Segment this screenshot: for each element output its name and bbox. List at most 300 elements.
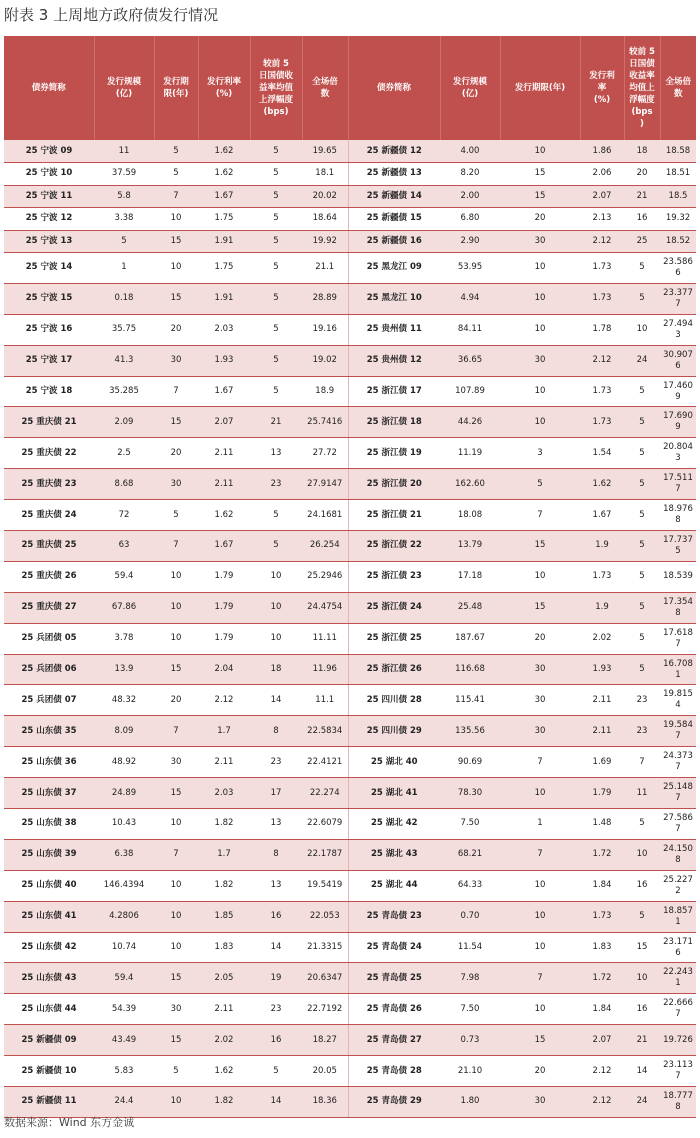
table-row bbox=[4, 407, 696, 438]
cell-bond-name: 25 新疆债 10 bbox=[4, 1056, 94, 1087]
cell-bond-name: 25 宁波 15 bbox=[4, 283, 94, 314]
cell-issue-size: 67.86 bbox=[94, 592, 154, 623]
cell-term: 30 bbox=[154, 345, 198, 376]
cell-term-right: 10 bbox=[500, 932, 580, 963]
cell-spread-right: 16 bbox=[624, 994, 660, 1025]
cell-term-right: 1 bbox=[500, 809, 580, 840]
cell-issue-size-right: 53.95 bbox=[440, 253, 500, 284]
cell-coupon-rate-right: 2.12 bbox=[580, 1087, 624, 1118]
cell-term-right: 30 bbox=[500, 345, 580, 376]
cell-coupon-rate-right: 1.86 bbox=[580, 140, 624, 163]
table-row bbox=[4, 314, 696, 345]
cell-term: 7 bbox=[154, 185, 198, 208]
cell-coupon-rate-right: 1.9 bbox=[580, 531, 624, 562]
cell-spread-right: 7 bbox=[624, 747, 660, 778]
cell-bid-cover-right: 24.3737 bbox=[660, 747, 696, 778]
cell-issue-size-right: 21.10 bbox=[440, 1056, 500, 1087]
cell-issue-size: 24.4 bbox=[94, 1087, 154, 1118]
cell-spread: 14 bbox=[250, 685, 302, 716]
cell-issue-size: 35.75 bbox=[94, 314, 154, 345]
cell-bond-name-right: 25 浙江债 19 bbox=[348, 438, 440, 469]
cell-bond-name-right: 25 浙江债 21 bbox=[348, 500, 440, 531]
cell-bond-name-right: 25 贵州债 12 bbox=[348, 345, 440, 376]
cell-bond-name-right: 25 青岛债 25 bbox=[348, 963, 440, 994]
cell-coupon-rate: 2.04 bbox=[198, 654, 250, 685]
cell-bond-name-right: 25 四川债 29 bbox=[348, 716, 440, 747]
cell-coupon-rate: 2.07 bbox=[198, 407, 250, 438]
cell-spread-right: 16 bbox=[624, 870, 660, 901]
cell-spread-right: 16 bbox=[624, 208, 660, 231]
cell-issue-size-right: 8.20 bbox=[440, 163, 500, 186]
cell-term: 15 bbox=[154, 283, 198, 314]
cell-spread: 14 bbox=[250, 1087, 302, 1118]
cell-coupon-rate-right: 1.69 bbox=[580, 747, 624, 778]
table-row bbox=[4, 747, 696, 778]
cell-bond-name-right: 25 浙江债 18 bbox=[348, 407, 440, 438]
cell-coupon-rate: 1.91 bbox=[198, 230, 250, 253]
cell-bond-name: 25 山东债 36 bbox=[4, 747, 94, 778]
cell-bid-cover-right: 16.7081 bbox=[660, 654, 696, 685]
cell-bid-cover-right: 24.1508 bbox=[660, 839, 696, 870]
table-row bbox=[4, 376, 696, 407]
cell-term: 10 bbox=[154, 1087, 198, 1118]
cell-spread-right: 5 bbox=[624, 623, 660, 654]
cell-coupon-rate: 1.91 bbox=[198, 283, 250, 314]
cell-bid-cover: 11.96 bbox=[302, 654, 348, 685]
cell-coupon-rate: 1.93 bbox=[198, 345, 250, 376]
table-row bbox=[4, 230, 696, 253]
cell-issue-size: 146.4394 bbox=[94, 870, 154, 901]
cell-bond-name: 25 重庆债 24 bbox=[4, 500, 94, 531]
cell-bond-name: 25 宁波 12 bbox=[4, 208, 94, 231]
cell-bond-name-right: 25 浙江债 24 bbox=[348, 592, 440, 623]
cell-coupon-rate: 1.83 bbox=[198, 932, 250, 963]
header-bid-cover-right: 全场倍 数 bbox=[660, 36, 696, 140]
cell-coupon-rate: 1.85 bbox=[198, 901, 250, 932]
cell-term: 5 bbox=[154, 163, 198, 186]
cell-issue-size-right: 4.00 bbox=[440, 140, 500, 163]
header-coupon-rate-right: 发行利 率 (%) bbox=[580, 36, 624, 140]
header-term: 发行期 限(年) bbox=[154, 36, 198, 140]
table-row bbox=[4, 809, 696, 840]
cell-coupon-rate-right: 1.9 bbox=[580, 592, 624, 623]
cell-bid-cover: 20.02 bbox=[302, 185, 348, 208]
cell-coupon-rate: 1.7 bbox=[198, 839, 250, 870]
cell-term: 20 bbox=[154, 685, 198, 716]
table-row bbox=[4, 932, 696, 963]
cell-term: 30 bbox=[154, 994, 198, 1025]
cell-issue-size: 59.4 bbox=[94, 561, 154, 592]
cell-bid-cover: 22.053 bbox=[302, 901, 348, 932]
cell-coupon-rate-right: 2.12 bbox=[580, 345, 624, 376]
cell-bond-name: 25 重庆债 21 bbox=[4, 407, 94, 438]
cell-bid-cover: 27.72 bbox=[302, 438, 348, 469]
cell-bond-name-right: 25 青岛债 27 bbox=[348, 1025, 440, 1056]
cell-term-right: 10 bbox=[500, 407, 580, 438]
cell-bid-cover: 21.3315 bbox=[302, 932, 348, 963]
cell-bond-name-right: 25 新疆债 13 bbox=[348, 163, 440, 186]
cell-coupon-rate: 2.11 bbox=[198, 438, 250, 469]
cell-bond-name-right: 25 青岛债 29 bbox=[348, 1087, 440, 1118]
cell-bond-name: 25 重庆债 26 bbox=[4, 561, 94, 592]
cell-spread: 5 bbox=[250, 376, 302, 407]
cell-coupon-rate-right: 1.54 bbox=[580, 438, 624, 469]
cell-term-right: 30 bbox=[500, 685, 580, 716]
cell-coupon-rate-right: 1.83 bbox=[580, 932, 624, 963]
cell-spread-right: 11 bbox=[624, 778, 660, 809]
cell-bond-name-right: 25 湖北 43 bbox=[348, 839, 440, 870]
cell-spread-right: 10 bbox=[624, 963, 660, 994]
cell-bid-cover: 21.1 bbox=[302, 253, 348, 284]
cell-issue-size-right: 187.67 bbox=[440, 623, 500, 654]
cell-term-right: 10 bbox=[500, 778, 580, 809]
cell-bid-cover-right: 19.5847 bbox=[660, 716, 696, 747]
cell-bond-name-right: 25 青岛债 24 bbox=[348, 932, 440, 963]
cell-term: 15 bbox=[154, 963, 198, 994]
cell-bond-name: 25 山东债 42 bbox=[4, 932, 94, 963]
cell-bond-name: 25 兵团债 06 bbox=[4, 654, 94, 685]
cell-coupon-rate-right: 1.73 bbox=[580, 901, 624, 932]
cell-bid-cover: 18.36 bbox=[302, 1087, 348, 1118]
cell-spread-right: 23 bbox=[624, 685, 660, 716]
cell-bid-cover: 18.27 bbox=[302, 1025, 348, 1056]
cell-bid-cover-right: 17.6187 bbox=[660, 623, 696, 654]
cell-bid-cover-right: 23.1137 bbox=[660, 1056, 696, 1087]
cell-coupon-rate-right: 1.62 bbox=[580, 469, 624, 500]
cell-spread-right: 10 bbox=[624, 839, 660, 870]
cell-coupon-rate-right: 1.84 bbox=[580, 994, 624, 1025]
cell-bond-name: 25 新疆债 09 bbox=[4, 1025, 94, 1056]
cell-bid-cover-right: 19.32 bbox=[660, 208, 696, 231]
header-bond-name: 债券简称 bbox=[4, 36, 94, 140]
cell-bond-name-right: 25 青岛债 23 bbox=[348, 901, 440, 932]
cell-spread: 5 bbox=[250, 1056, 302, 1087]
table-row bbox=[4, 963, 696, 994]
cell-issue-size: 11 bbox=[94, 140, 154, 163]
cell-term-right: 30 bbox=[500, 230, 580, 253]
cell-term: 10 bbox=[154, 208, 198, 231]
cell-bond-name: 25 宁波 09 bbox=[4, 140, 94, 163]
cell-term-right: 3 bbox=[500, 438, 580, 469]
cell-coupon-rate: 2.03 bbox=[198, 778, 250, 809]
cell-term: 15 bbox=[154, 778, 198, 809]
cell-spread: 5 bbox=[250, 140, 302, 163]
cell-term-right: 7 bbox=[500, 747, 580, 778]
table-row bbox=[4, 623, 696, 654]
cell-issue-size: 2.09 bbox=[94, 407, 154, 438]
header-issue-size: 发行规模 (亿) bbox=[94, 36, 154, 140]
cell-issue-size-right: 36.65 bbox=[440, 345, 500, 376]
cell-spread: 13 bbox=[250, 809, 302, 840]
cell-bond-name-right: 25 湖北 42 bbox=[348, 809, 440, 840]
cell-bid-cover-right: 27.4943 bbox=[660, 314, 696, 345]
cell-term-right: 7 bbox=[500, 839, 580, 870]
cell-coupon-rate-right: 1.67 bbox=[580, 500, 624, 531]
cell-issue-size: 1 bbox=[94, 253, 154, 284]
cell-issue-size-right: 17.18 bbox=[440, 561, 500, 592]
cell-spread-right: 20 bbox=[624, 163, 660, 186]
cell-spread: 5 bbox=[250, 253, 302, 284]
cell-term: 10 bbox=[154, 932, 198, 963]
cell-bid-cover: 11.11 bbox=[302, 623, 348, 654]
table-row bbox=[4, 1056, 696, 1087]
cell-bond-name-right: 25 青岛债 26 bbox=[348, 994, 440, 1025]
cell-spread-right: 21 bbox=[624, 1025, 660, 1056]
cell-spread-right: 14 bbox=[624, 1056, 660, 1087]
cell-term: 15 bbox=[154, 1025, 198, 1056]
cell-issue-size-right: 25.48 bbox=[440, 592, 500, 623]
cell-issue-size: 5.83 bbox=[94, 1056, 154, 1087]
cell-coupon-rate-right: 2.07 bbox=[580, 185, 624, 208]
cell-coupon-rate: 1.7 bbox=[198, 716, 250, 747]
cell-issue-size: 72 bbox=[94, 500, 154, 531]
cell-coupon-rate: 1.79 bbox=[198, 561, 250, 592]
header-spread-right: 较前 5 日国债 收益率 均值上 浮幅度 (bps ) bbox=[624, 36, 660, 140]
cell-bond-name: 25 宁波 18 bbox=[4, 376, 94, 407]
cell-spread-right: 5 bbox=[624, 500, 660, 531]
cell-bond-name-right: 25 新疆债 15 bbox=[348, 208, 440, 231]
table-row bbox=[4, 469, 696, 500]
cell-term-right: 5 bbox=[500, 469, 580, 500]
cell-bid-cover: 27.9147 bbox=[302, 469, 348, 500]
cell-bond-name: 25 兵团债 05 bbox=[4, 623, 94, 654]
cell-spread-right: 5 bbox=[624, 253, 660, 284]
cell-coupon-rate: 1.75 bbox=[198, 208, 250, 231]
cell-spread: 23 bbox=[250, 469, 302, 500]
cell-term-right: 10 bbox=[500, 870, 580, 901]
cell-term-right: 15 bbox=[500, 592, 580, 623]
cell-issue-size: 43.49 bbox=[94, 1025, 154, 1056]
cell-spread-right: 5 bbox=[624, 407, 660, 438]
cell-bid-cover-right: 18.8571 bbox=[660, 901, 696, 932]
cell-issue-size: 48.92 bbox=[94, 747, 154, 778]
cell-issue-size: 8.09 bbox=[94, 716, 154, 747]
header-issue-size-right: 发行规模 (亿) bbox=[440, 36, 500, 140]
cell-issue-size: 13.9 bbox=[94, 654, 154, 685]
cell-coupon-rate-right: 1.48 bbox=[580, 809, 624, 840]
table-row bbox=[4, 253, 696, 284]
cell-coupon-rate-right: 2.12 bbox=[580, 1056, 624, 1087]
cell-bid-cover: 19.02 bbox=[302, 345, 348, 376]
cell-term: 5 bbox=[154, 1056, 198, 1087]
cell-spread: 23 bbox=[250, 747, 302, 778]
cell-term: 10 bbox=[154, 809, 198, 840]
cell-term: 5 bbox=[154, 140, 198, 163]
cell-coupon-rate-right: 2.11 bbox=[580, 685, 624, 716]
cell-spread-right: 5 bbox=[624, 809, 660, 840]
cell-issue-size: 4.2806 bbox=[94, 901, 154, 932]
cell-term-right: 10 bbox=[500, 253, 580, 284]
cell-bond-name: 25 重庆债 25 bbox=[4, 531, 94, 562]
cell-bid-cover-right: 19.8154 bbox=[660, 685, 696, 716]
cell-issue-size-right: 64.33 bbox=[440, 870, 500, 901]
cell-bid-cover: 19.5419 bbox=[302, 870, 348, 901]
cell-spread: 23 bbox=[250, 994, 302, 1025]
cell-bid-cover-right: 22.2431 bbox=[660, 963, 696, 994]
cell-spread: 8 bbox=[250, 716, 302, 747]
cell-term-right: 15 bbox=[500, 163, 580, 186]
cell-coupon-rate: 1.79 bbox=[198, 592, 250, 623]
cell-bid-cover-right: 18.5 bbox=[660, 185, 696, 208]
cell-issue-size-right: 44.26 bbox=[440, 407, 500, 438]
cell-issue-size: 35.285 bbox=[94, 376, 154, 407]
cell-bid-cover-right: 19.726 bbox=[660, 1025, 696, 1056]
cell-term: 7 bbox=[154, 716, 198, 747]
cell-issue-size-right: 135.56 bbox=[440, 716, 500, 747]
cell-term: 30 bbox=[154, 747, 198, 778]
cell-issue-size: 3.38 bbox=[94, 208, 154, 231]
cell-spread: 16 bbox=[250, 1025, 302, 1056]
cell-bond-name: 25 山东债 41 bbox=[4, 901, 94, 932]
cell-term-right: 10 bbox=[500, 561, 580, 592]
table-row bbox=[4, 561, 696, 592]
cell-bid-cover-right: 18.51 bbox=[660, 163, 696, 186]
cell-term-right: 20 bbox=[500, 208, 580, 231]
cell-term-right: 7 bbox=[500, 963, 580, 994]
table-row bbox=[4, 208, 696, 231]
cell-bond-name-right: 25 浙江债 25 bbox=[348, 623, 440, 654]
bond-issuance-table-frame bbox=[4, 36, 696, 1118]
table-row bbox=[4, 654, 696, 685]
cell-spread: 5 bbox=[250, 208, 302, 231]
cell-term-right: 20 bbox=[500, 623, 580, 654]
cell-term-right: 15 bbox=[500, 531, 580, 562]
cell-spread: 5 bbox=[250, 163, 302, 186]
cell-issue-size: 6.38 bbox=[94, 839, 154, 870]
cell-spread: 19 bbox=[250, 963, 302, 994]
cell-bid-cover-right: 20.8043 bbox=[660, 438, 696, 469]
cell-issue-size-right: 90.69 bbox=[440, 747, 500, 778]
cell-bid-cover-right: 17.5117 bbox=[660, 469, 696, 500]
cell-term: 15 bbox=[154, 654, 198, 685]
cell-coupon-rate-right: 1.79 bbox=[580, 778, 624, 809]
cell-term: 20 bbox=[154, 438, 198, 469]
header-bond-name-right: 债券简称 bbox=[348, 36, 440, 140]
cell-term: 7 bbox=[154, 531, 198, 562]
cell-bond-name: 25 宁波 16 bbox=[4, 314, 94, 345]
cell-issue-size-right: 7.50 bbox=[440, 809, 500, 840]
cell-bid-cover-right: 18.52 bbox=[660, 230, 696, 253]
cell-term-right: 20 bbox=[500, 1056, 580, 1087]
cell-coupon-rate: 1.67 bbox=[198, 376, 250, 407]
cell-bond-name: 25 重庆债 27 bbox=[4, 592, 94, 623]
table-row bbox=[4, 1025, 696, 1056]
cell-bid-cover: 24.1681 bbox=[302, 500, 348, 531]
cell-spread: 18 bbox=[250, 654, 302, 685]
cell-bond-name-right: 25 浙江债 17 bbox=[348, 376, 440, 407]
cell-spread: 17 bbox=[250, 778, 302, 809]
cell-spread-right: 5 bbox=[624, 654, 660, 685]
table-row bbox=[4, 1087, 696, 1118]
cell-coupon-rate-right: 1.73 bbox=[580, 376, 624, 407]
cell-issue-size-right: 84.11 bbox=[440, 314, 500, 345]
cell-term: 15 bbox=[154, 230, 198, 253]
cell-issue-size: 5.8 bbox=[94, 185, 154, 208]
cell-spread-right: 5 bbox=[624, 531, 660, 562]
header-coupon-rate: 发行利率 (%) bbox=[198, 36, 250, 140]
cell-term: 10 bbox=[154, 623, 198, 654]
table-row bbox=[4, 140, 696, 163]
cell-bond-name-right: 25 浙江债 20 bbox=[348, 469, 440, 500]
cell-bid-cover: 22.4121 bbox=[302, 747, 348, 778]
cell-coupon-rate-right: 1.84 bbox=[580, 870, 624, 901]
cell-bid-cover-right: 23.3777 bbox=[660, 283, 696, 314]
table-row bbox=[4, 283, 696, 314]
cell-spread-right: 23 bbox=[624, 716, 660, 747]
page-title: 附表 3 上周地方政府债发行情况 bbox=[4, 6, 219, 24]
cell-term: 10 bbox=[154, 870, 198, 901]
cell-coupon-rate: 1.67 bbox=[198, 185, 250, 208]
cell-term-right: 15 bbox=[500, 1025, 580, 1056]
header-term-right: 发行期限(年) bbox=[500, 36, 580, 140]
cell-coupon-rate-right: 2.12 bbox=[580, 230, 624, 253]
cell-issue-size: 59.4 bbox=[94, 963, 154, 994]
cell-coupon-rate: 1.82 bbox=[198, 870, 250, 901]
cell-bond-name: 25 重庆债 23 bbox=[4, 469, 94, 500]
cell-coupon-rate: 2.02 bbox=[198, 1025, 250, 1056]
cell-coupon-rate-right: 1.72 bbox=[580, 963, 624, 994]
cell-coupon-rate-right: 2.07 bbox=[580, 1025, 624, 1056]
cell-spread-right: 5 bbox=[624, 376, 660, 407]
cell-issue-size-right: 2.00 bbox=[440, 185, 500, 208]
cell-bond-name: 25 山东债 39 bbox=[4, 839, 94, 870]
cell-bond-name-right: 25 湖北 41 bbox=[348, 778, 440, 809]
cell-coupon-rate: 1.67 bbox=[198, 531, 250, 562]
cell-issue-size-right: 116.68 bbox=[440, 654, 500, 685]
cell-spread-right: 5 bbox=[624, 592, 660, 623]
cell-spread-right: 24 bbox=[624, 345, 660, 376]
cell-bid-cover: 18.9 bbox=[302, 376, 348, 407]
cell-issue-size-right: 13.79 bbox=[440, 531, 500, 562]
cell-bid-cover-right: 17.3548 bbox=[660, 592, 696, 623]
cell-term-right: 10 bbox=[500, 283, 580, 314]
cell-bond-name: 25 宁波 13 bbox=[4, 230, 94, 253]
cell-bond-name: 25 新疆债 11 bbox=[4, 1087, 94, 1118]
cell-bid-cover: 19.16 bbox=[302, 314, 348, 345]
cell-spread: 5 bbox=[250, 345, 302, 376]
cell-bond-name: 25 山东债 35 bbox=[4, 716, 94, 747]
cell-spread: 14 bbox=[250, 932, 302, 963]
cell-term: 30 bbox=[154, 469, 198, 500]
cell-issue-size: 54.39 bbox=[94, 994, 154, 1025]
cell-bond-name: 25 山东债 37 bbox=[4, 778, 94, 809]
cell-bid-cover-right: 17.7375 bbox=[660, 531, 696, 562]
table-row bbox=[4, 438, 696, 469]
cell-spread: 5 bbox=[250, 230, 302, 253]
cell-coupon-rate: 2.11 bbox=[198, 994, 250, 1025]
cell-spread: 5 bbox=[250, 531, 302, 562]
cell-term-right: 10 bbox=[500, 901, 580, 932]
cell-bid-cover-right: 23.5866 bbox=[660, 253, 696, 284]
cell-spread-right: 25 bbox=[624, 230, 660, 253]
cell-spread-right: 21 bbox=[624, 185, 660, 208]
cell-spread-right: 5 bbox=[624, 283, 660, 314]
table-row bbox=[4, 901, 696, 932]
cell-issue-size: 10.74 bbox=[94, 932, 154, 963]
cell-bond-name-right: 25 新疆债 12 bbox=[348, 140, 440, 163]
cell-coupon-rate: 1.82 bbox=[198, 809, 250, 840]
cell-bond-name: 25 山东债 38 bbox=[4, 809, 94, 840]
cell-term-right: 10 bbox=[500, 994, 580, 1025]
cell-term: 7 bbox=[154, 839, 198, 870]
cell-bond-name-right: 25 四川债 28 bbox=[348, 685, 440, 716]
cell-spread: 5 bbox=[250, 283, 302, 314]
cell-bid-cover-right: 25.1487 bbox=[660, 778, 696, 809]
cell-term-right: 10 bbox=[500, 140, 580, 163]
cell-issue-size-right: 18.08 bbox=[440, 500, 500, 531]
cell-bond-name: 25 宁波 14 bbox=[4, 253, 94, 284]
cell-bond-name-right: 25 新疆债 14 bbox=[348, 185, 440, 208]
